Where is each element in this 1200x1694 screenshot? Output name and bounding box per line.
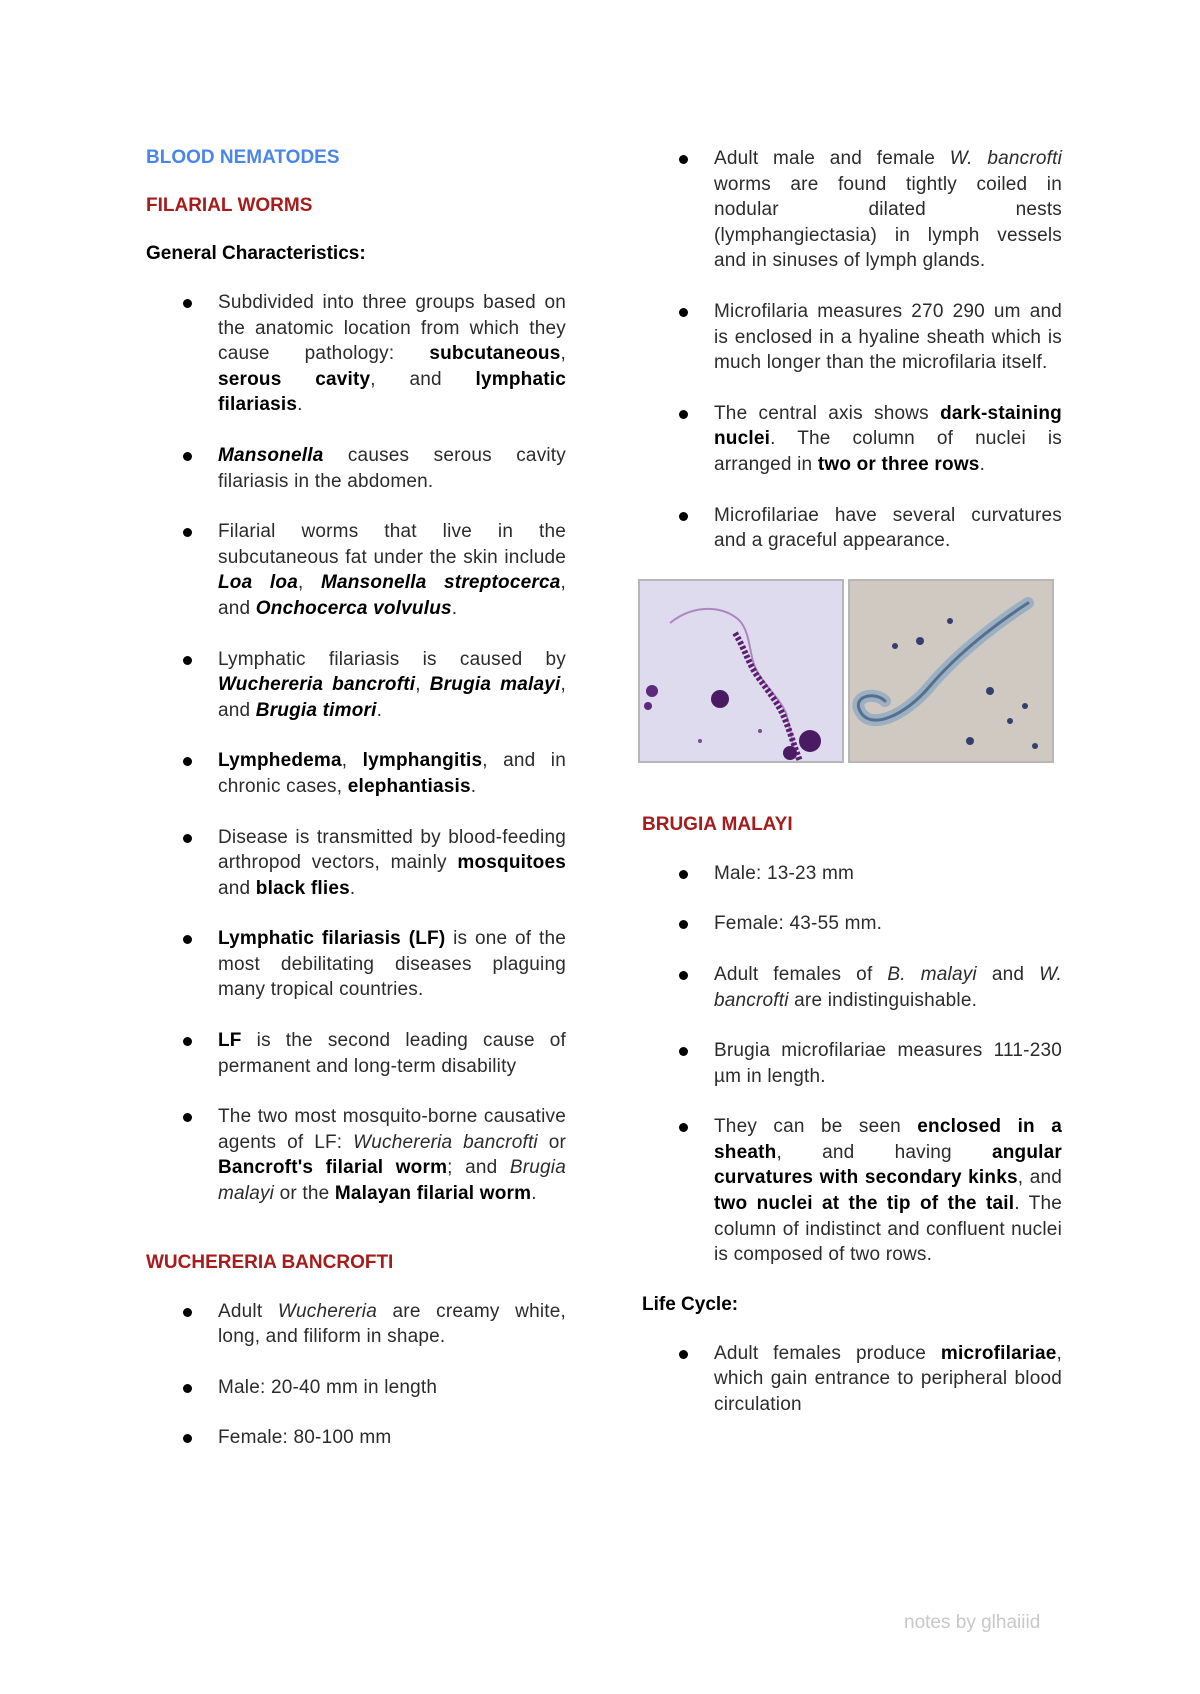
list-item: Male: 13-23 mm (714, 861, 1062, 887)
list-item: Adult male and female W. bancrofti worms are found tightly coiled in nodular dilated nests (lymphangiectasia) in lymph vessels and in sinuses of lymph glands. (714, 146, 1062, 274)
microfilaria-sheathed-image (848, 579, 1054, 763)
list-item: LF is the second leading cause of permanent and long-term disability (218, 1028, 566, 1079)
life-cycle-list (642, 1341, 1062, 1418)
microfilaria-figure (638, 579, 1062, 763)
list-item: Female: 43-55 mm. (714, 911, 1062, 937)
list-item: They can be seen enclosed in a sheath, and having angular curvatures with secondary kinks, and two nuclei at the tip of the tail. The column of indistinct and confluent nuclei is composed of two rows. (714, 1114, 1062, 1268)
section-heading-filarial-worms: FILARIAL WORMS (146, 195, 313, 216)
page-title: BLOOD NEMATODES (146, 147, 340, 168)
list-item: Male: 20-40 mm in length (218, 1375, 566, 1401)
wuchereria-list (146, 1299, 566, 1451)
subheading-life-cycle: Life Cycle: (642, 1293, 739, 1315)
wuchereria-list-continued (642, 146, 1062, 554)
list-item: Disease is transmitted by blood-feeding arthropod vectors, mainly mosquitoes and black flies. (218, 825, 566, 902)
list-item: Adult Wuchereria are creamy white, long, and filiform in shape. (218, 1299, 566, 1350)
brugia-list (642, 861, 1062, 1268)
subheading-general-characteristics: General Characteristics: (146, 243, 366, 264)
list-item: Brugia microfilariae measures 111-230 µm in length. (714, 1038, 1062, 1089)
list-item: Mansonella causes serous cavity filariasis in the abdomen. (218, 443, 566, 494)
list-item: Adult females produce microfilariae, which gain entrance to peripheral blood circulation (714, 1341, 1062, 1418)
section-heading-brugia-malayi: BRUGIA MALAYI (642, 813, 793, 835)
left-column (146, 146, 566, 1476)
list-item: Lymphedema, lymphangitis, and in chronic cases, elephantiasis. (218, 748, 566, 799)
list-item: Adult females of B. malayi and W. bancrofti are indistinguishable. (714, 962, 1062, 1013)
list-item: Filarial worms that live in the subcutaneous fat under the skin include Loa loa, Mansonella streptocerca, and Onchocerca volvulus. (218, 519, 566, 621)
list-item: Microfilariae have several curvatures and a graceful appearance. (714, 503, 1062, 554)
general-characteristics-list (146, 290, 566, 1207)
microfilaria-stained-image (638, 579, 844, 763)
list-item: Female: 80-100 mm (218, 1425, 566, 1451)
footer-note: notes by glhaiiid (904, 1612, 1041, 1633)
right-column (642, 146, 1062, 1443)
section-heading-wuchereria-bancrofti: WUCHERERIA BANCROFTI (146, 1251, 394, 1273)
list-item: Lymphatic filariasis (LF) is one of the most debilitating diseases plaguing many tropical countries. (218, 926, 566, 1003)
list-item: Microfilaria measures 270 290 um and is enclosed in a hyaline sheath which is much longer than the microfilaria itself. (714, 299, 1062, 376)
list-item: Lymphatic filariasis is caused by Wuchereria bancrofti, Brugia malayi, and Brugia timori. (218, 647, 566, 724)
list-item: The central axis shows dark-staining nuclei. The column of nuclei is arranged in two or three rows. (714, 401, 1062, 478)
list-item: The two most mosquito-borne causative agents of LF: Wuchereria bancrofti or Bancroft's filarial worm; and Brugia malayi or the Malayan filarial worm. (218, 1104, 566, 1206)
list-item: Subdivided into three groups based on the anatomic location from which they cause pathology: subcutaneous, serous cavity, and lymphatic filariasis. (218, 290, 566, 418)
